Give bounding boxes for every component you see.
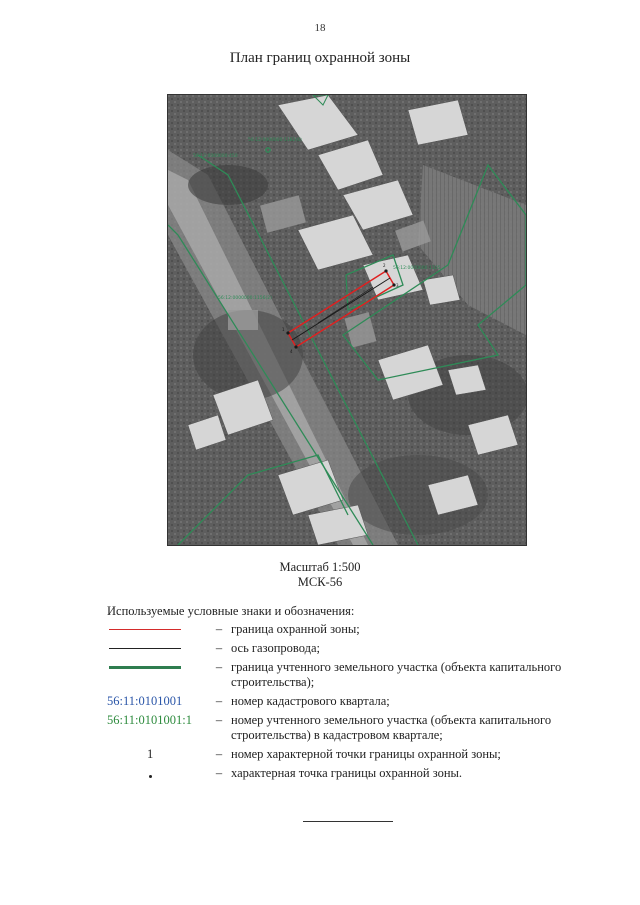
legend-item-parcel-number	[107, 713, 577, 743]
map-canvas	[168, 95, 526, 545]
zone-point-4	[294, 345, 297, 348]
legend-item-quarter-number	[107, 694, 577, 709]
legend-text: номер характерной точки границы охранной зоны;	[231, 747, 501, 761]
green-line-symbol	[107, 660, 207, 675]
legend-text: граница учтенного земельного участка (объекта капитального строительства);	[231, 660, 562, 689]
legend-text: номер учтенного земельного участка (объекта капитального строительства) в кадастровом квартале;	[231, 713, 552, 742]
legend-text: ось газопровода;	[231, 641, 321, 655]
map-label-parcel-center-left: 56:12:0000000:1156(2)	[218, 296, 272, 301]
legend-item-point	[107, 766, 577, 781]
legend-dash: –	[215, 694, 223, 708]
number-symbol	[107, 747, 207, 762]
green-code-symbol: 56:11:0101001:1	[107, 713, 192, 727]
zone-point-2	[384, 269, 387, 272]
legend	[107, 622, 577, 785]
zone-point-label-2: 2	[383, 263, 386, 268]
legend-item-gas-axis	[107, 641, 577, 656]
legend-item-protected-zone	[107, 622, 577, 637]
number-symbol-text: 1	[147, 747, 154, 761]
legend-text: граница охранной зоны;	[231, 622, 360, 636]
red-line-symbol	[107, 622, 207, 637]
legend-item-point-number	[107, 747, 577, 762]
legend-dash: –	[215, 622, 223, 636]
scale-text: Масштаб 1:500	[279, 560, 361, 574]
legend-dash: –	[215, 766, 223, 780]
legend-dash: –	[215, 660, 223, 674]
legend-title: Используемые условные знаки и обозначения:	[107, 604, 355, 618]
page-title: План границ охранной зоны	[229, 50, 411, 66]
legend-dash: –	[215, 641, 223, 655]
legend-text: номер кадастрового квартала;	[231, 694, 390, 708]
crs-text: МСК-56	[297, 575, 343, 589]
map-label-parcel-top: 56:12:0000000:1182(0)	[248, 138, 302, 143]
zone-point-label-1: 1	[282, 327, 285, 332]
scale-block	[0, 560, 640, 590]
legend-text: характерная точка границы охранной зоны.	[231, 766, 463, 780]
zone-point-label-3: 3	[396, 283, 399, 288]
zone-point-label-4: 4	[290, 349, 293, 354]
legend-item-parcel-boundary	[107, 660, 577, 690]
legend-dash: –	[215, 713, 223, 727]
page-number: 18	[314, 22, 326, 34]
blue-code-symbol: 56:11:0101001	[107, 694, 183, 708]
zone-point-1	[286, 331, 289, 334]
map-label-parcel-top-left: 56:12:0000000:450	[193, 154, 238, 159]
footer-divider	[303, 821, 393, 822]
map-label-parcel-right: 56:12:0000000:1105	[393, 266, 441, 271]
aerial-map[interactable]	[167, 94, 527, 546]
dot-symbol	[107, 766, 207, 781]
black-line-symbol	[107, 641, 207, 656]
legend-dash: –	[215, 747, 223, 761]
